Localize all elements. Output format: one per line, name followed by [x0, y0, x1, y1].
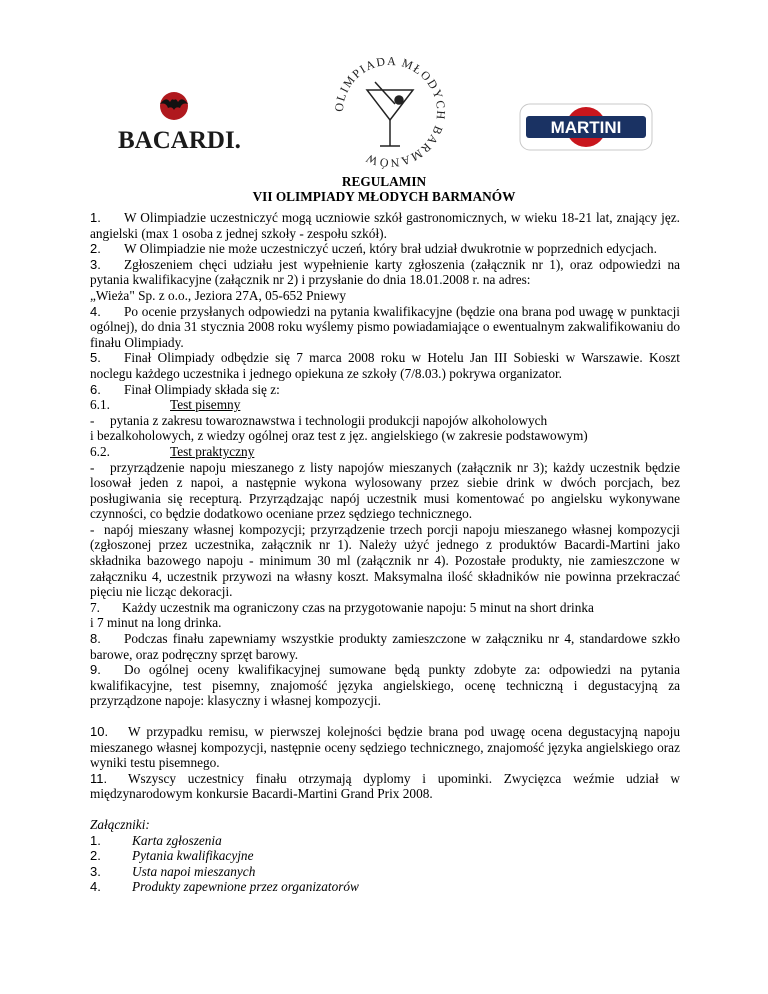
- document-title: REGULAMIN: [341, 174, 427, 189]
- olimpiada-logo: [325, 42, 455, 176]
- martini-glass-icon: [367, 82, 413, 146]
- point-6-1: 6.1. Test pisemny: [90, 397, 241, 413]
- olimpiada-ring-text: OLIMPIADA MŁODYCH BARMANÓW: [331, 53, 449, 171]
- point-6-2-a: - przyrządzenie napoju mieszanego z listy napojów mieszanych (załącznik nr 3); każdy uczestnik będzie losował jeden z napoi, a następnie wykona wylosowany przez siebie drink w dwóch porcjach, bez posługiwania się recepturą. Przyrządzając napój uczestnik musi komentować po angielsku wykonywane czynności, co będzie dodatkowo oceniane przez sędziego technicznego.: [90, 459, 680, 522]
- point-6-2: 6.2. Test praktyczny: [90, 443, 255, 459]
- document-subtitle: VII OLIMPIADY MŁODYCH BARMANÓW: [252, 189, 516, 204]
- bat-emblem-icon: [160, 92, 188, 120]
- svg-text:OLIMPIADA MŁODYCH BARMANÓW: [332, 54, 448, 170]
- point-6-1-desc-2: i bezalkoholowych, z wiedzy ogólnej oraz test z jęz. angielskiego (w zakresie podstawowym): [90, 428, 588, 444]
- point-6: 6. Finał Olimpiady składa się z:: [90, 381, 280, 397]
- martini-logo: [516, 102, 656, 152]
- bacardi-logo: [116, 88, 244, 158]
- point-1: 1. W Olimpiadzie uczestniczyć mogą uczniowie szkół gastronomicznych, w wieku 18-21 lat, znający jęz. angielski (max 1 osoba z jednej szkoły - zespołu szkół).: [90, 210, 680, 241]
- point-8: 8. Podczas finału zapewniamy wszystkie produkty zamieszczone w załączniku nr 4, standardowe szkło barowe, oraz podręczny sprzęt barowy.: [90, 631, 680, 662]
- point-5: 5. Finał Olimpiady odbędzie się 7 marca 2008 roku w Hotelu Jan III Sobieski w Warszawie. Koszt noclegu każdego uczestnika i jednego opiekuna ze szkoły (7/8.03.) pokrywa organizator.: [90, 350, 680, 381]
- point-7: 7. Każdy uczestnik ma ograniczony czas na przygotowanie napoju: 5 minut na short drinka: [90, 599, 594, 615]
- point-4: 4. Po ocenie przysłanych odpowiedzi na pytania kwalifikacyjne (będzie ona brana pod uwagę w punktacji ogólnej), do dnia 31 stycznia 2008 roku wyślemy pismo powiadamiające o ewentualnym zakwalifikowaniu do finału Olimpiady.: [90, 303, 680, 350]
- point-6-2-b: - napój mieszany własnej kompozycji; przyrządzenie trzech porcji napoju mieszanego własnej kompozycji (zgłoszonej przez uczestnika, załącznik nr 1). Należy użyć jednego z produktów Bacardi-Martini jako składnika bazowego napoju - minimum 30 ml (załącznik nr 4). Pozostałe produkty, nie zamieszczone w załączniku 4, uczestnik przywozi na własny koszt. Maksymalna ilość składników nie powinna przekraczać pięciu nie licząc dekoracji.: [90, 521, 680, 600]
- regulations-body: [90, 210, 680, 895]
- point-7-line-2: i 7 minut na long drinka.: [90, 615, 222, 631]
- attachment-item: 4. Produkty zapewnione przez organizatorów: [90, 879, 359, 895]
- point-3-address: „Wieża" Sp. z o.o., Jeziora 27A, 05-652 Pniewy: [90, 287, 346, 303]
- point-11: 11. Wszyscy uczestnicy finału otrzymają dyplomy i upominki. Zwycięzca weźmie udział w międzynarodowym konkursie Bacardi-Martini Grand Prix 2008.: [90, 770, 680, 802]
- point-10: 10. W przypadku remisu, w pierwszej kolejności będzie brana pod uwagę ocena degustacyjną napoju mieszanego własnej kompozycji, następnie oceny sędziego technicznego, znajomość języka angielskiego oraz wyniki testu pisemnego.: [90, 724, 680, 771]
- point-6-1-desc: - pytania z zakresu towaroznawstwa i technologii produkcji napojów alkoholowych: [90, 412, 548, 428]
- attachment-item: 2. Pytania kwalifikacyjne: [90, 848, 254, 864]
- bacardi-wordmark: BACARDI.: [118, 127, 241, 154]
- attachments-heading: Załączniki:: [90, 816, 150, 832]
- point-3: 3. Zgłoszeniem chęci udziału jest wypełnienie karty zgłoszenia (załącznik nr 1), oraz odpowiedzi na pytania kwalifikacyjne (załącznik nr 2) i przysłanie do dnia 18.01.2008 r. na adres:: [90, 256, 680, 288]
- point-9: 9. Do ogólnej oceny kwalifikacyjnej sumowane będą punkty zdobyte za: odpowiedzi na pytania kwalifikacyjne, test pisemny, znajomość języka angielskiego, ocenę techniczną i degustacyjną za przyrządzone napoje: klasyczny i własnej kompozycji.: [90, 662, 680, 709]
- attachment-item: 3. Usta napoi mieszanych: [90, 863, 256, 879]
- martini-wordmark: MARTINI: [550, 118, 622, 137]
- point-2: 2. W Olimpiadzie nie może uczestniczyć uczeń, który brał udział dwukrotnie w poprzednich edycjach.: [90, 241, 657, 257]
- attachment-item: 1. Karta zgłoszenia: [90, 832, 222, 848]
